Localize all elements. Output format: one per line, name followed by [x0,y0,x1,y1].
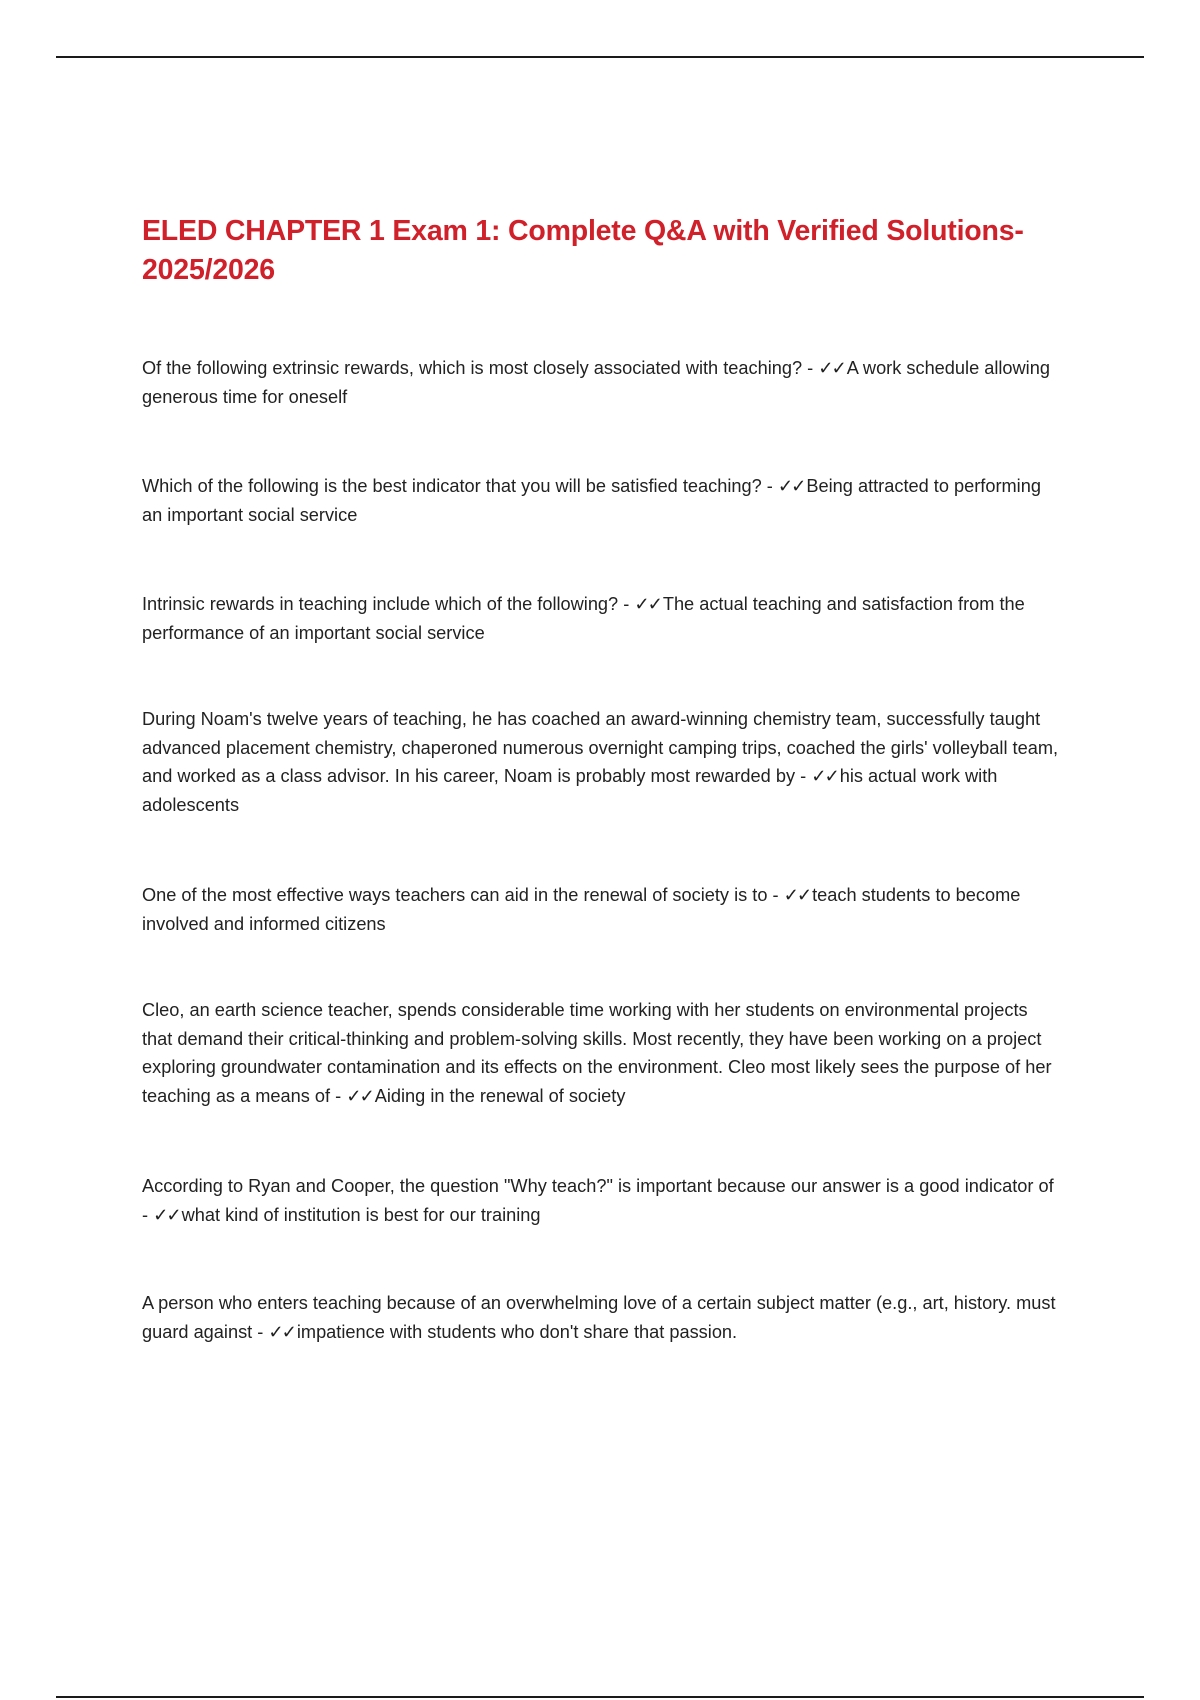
question-text: A person who enters teaching because of an overwhelming love of a certain subject matter (e.g., art, history. must guard against - [142,1293,1056,1342]
question-text: Which of the following is the best indicator that you will be satisfied teaching? - [142,476,773,496]
answer-text: teach students to become involved and informed citizens [142,885,1021,934]
answer-text: Being attracted to performing an important social service [142,476,1041,525]
qa-item [142,705,1062,819]
double-check-icon: ✓✓ [346,1085,373,1106]
double-check-icon: ✓✓ [777,476,805,496]
question-text: During Noam's twelve years of teaching, he has coached an award-winning chemistry team, successfully taught advanced placement chemistry, chaperoned numerous overnight camping trips, coached the girls' volleyball team, and worked as a class advisor. In his career, Noam is probably most rewarded by - [142,709,1059,786]
qa-item [142,881,1062,938]
double-check-icon: ✓✓ [783,885,811,905]
double-check-icon: ✓✓ [634,594,661,614]
question-text: Of the following extrinsic rewards, which is most closely associated with teaching? - [142,358,814,378]
bottom-rule [56,1696,1144,1698]
question-text: Cleo, an earth science teacher, spends considerable time working with her students on environmental projects that demand their critical-thinking and problem-solving skills. Most recently, they have been working on a project exploring groundwater contamination and its effects on the environment. Cleo most likely sees the purpose of her teaching as a means of - [142,1000,1052,1106]
double-check-icon: ✓✓ [818,358,845,378]
double-check-icon: ✓✓ [811,766,838,786]
qa-item [142,590,1062,647]
qa-item [142,996,1062,1110]
question-text: Intrinsic rewards in teaching include which of the following? - [142,594,630,614]
question-text: According to Ryan and Cooper, the question "Why teach?" is important because our answer is a good indicator of - [142,1176,1054,1225]
answer-text: his actual work with adolescents [142,766,998,815]
qa-item [142,472,1062,529]
double-check-icon: ✓✓ [268,1321,295,1342]
answer-text: A work schedule allowing generous time for oneself [142,358,1050,407]
qa-item [142,1289,1062,1346]
answer-text: The actual teaching and satisfaction from the performance of an important social service [142,594,1025,643]
document-body [142,212,1062,1406]
qa-item [142,1172,1062,1229]
answer-text: impatience with students who don't share that passion. [296,1321,738,1342]
qa-item [142,354,1062,411]
document-title: ELED CHAPTER 1 Exam 1: Complete Q&A with Verified Solutions- 2025/2026 [142,215,1024,286]
double-check-icon: ✓✓ [153,1204,180,1225]
answer-text: what kind of institution is best for our training [181,1204,541,1225]
qa-list [142,354,1062,1346]
question-text: One of the most effective ways teachers can aid in the renewal of society is to - [142,885,779,905]
top-rule [56,56,1144,58]
answer-text: Aiding in the renewal of society [374,1085,626,1106]
